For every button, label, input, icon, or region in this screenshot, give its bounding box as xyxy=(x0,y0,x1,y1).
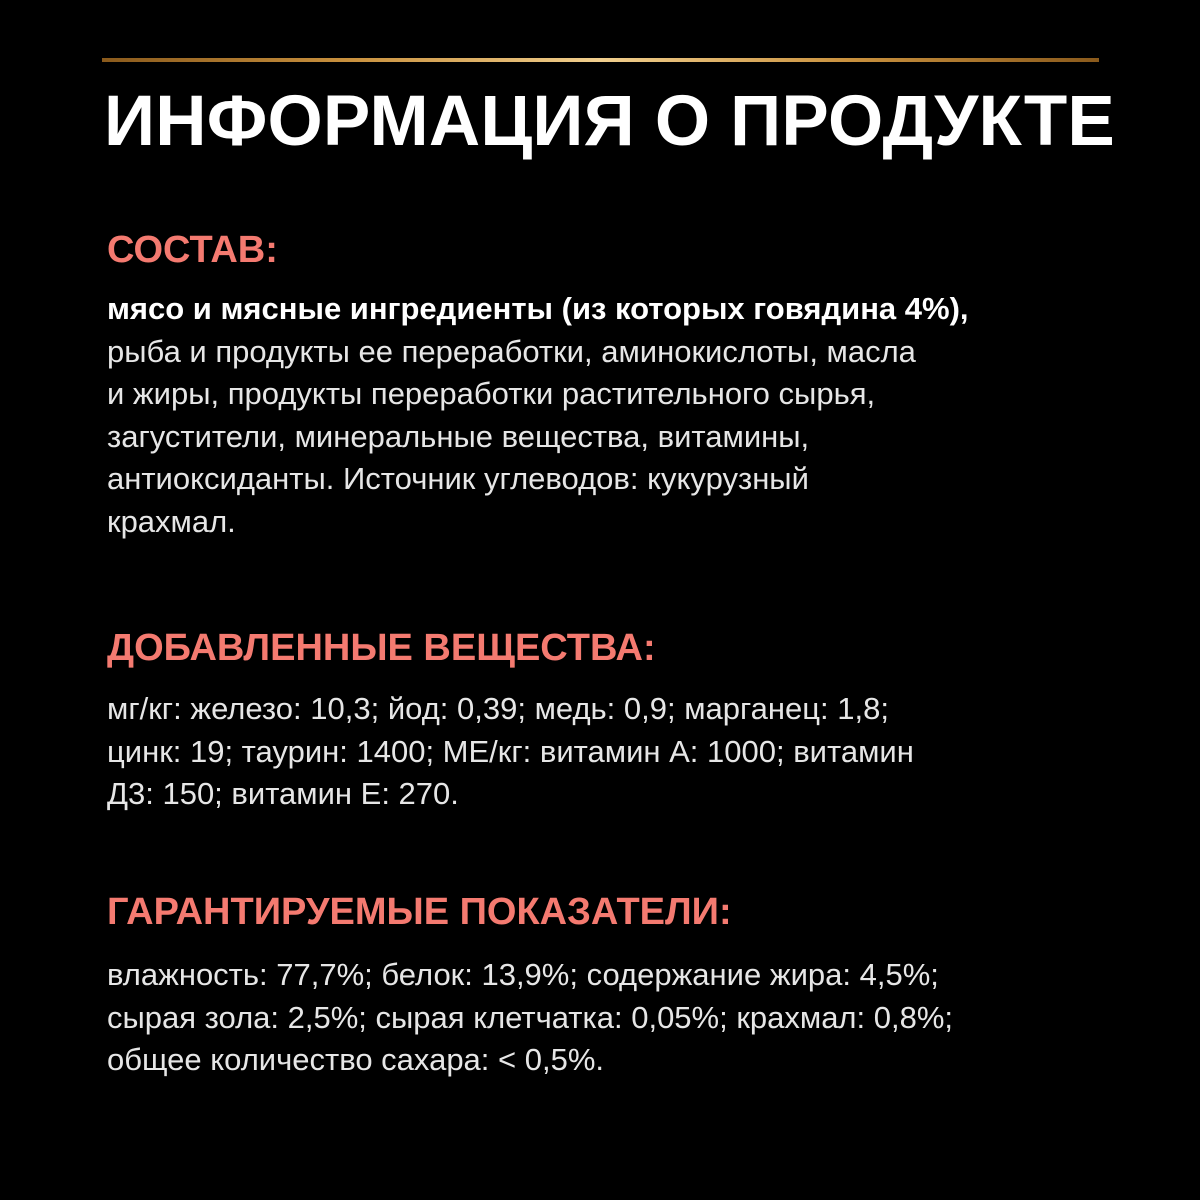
guaranteed-line: общее количество сахара: < 0,5%. xyxy=(107,1042,605,1078)
guaranteed-heading: ГАРАНТИРУЕМЫЕ ПОКАЗАТЕЛИ: xyxy=(107,891,732,933)
guaranteed-text xyxy=(107,954,1107,1082)
composition-text xyxy=(107,288,1107,544)
additives-text xyxy=(107,688,1107,816)
additives-line: цинк: 19; таурин: 1400; МЕ/кг: витамин А: 1000; витамин xyxy=(107,733,914,769)
composition-line: крахмал. xyxy=(107,503,236,539)
composition-lead: мясо и мясные ингредиенты (из которых говядина 4%), xyxy=(107,291,969,326)
guaranteed-line: сырая зола: 2,5%; сырая клетчатка: 0,05%; крахмал: 0,8%; xyxy=(107,999,954,1035)
composition-heading: СОСТАВ: xyxy=(107,229,278,271)
additives-heading: ДОБАВЛЕННЫЕ ВЕЩЕСТВА: xyxy=(107,627,656,669)
page-title: ИНФОРМАЦИЯ О ПРОДУКТЕ xyxy=(104,82,1115,161)
gold-divider xyxy=(102,58,1099,62)
additives-line: мг/кг: железо: 10,3; йод: 0,39; медь: 0,9; марганец: 1,8; xyxy=(107,691,889,726)
composition-line: и жиры, продукты переработки растительного сырья, xyxy=(107,376,876,412)
composition-line: антиоксиданты. Источник углеводов: кукурузный xyxy=(107,461,809,497)
composition-line: рыба и продукты ее переработки, аминокислоты, масла xyxy=(107,333,916,369)
guaranteed-line: влажность: 77,7%; белок: 13,9%; содержание жира: 4,5%; xyxy=(107,957,939,992)
composition-line: загустители, минеральные вещества, витамины, xyxy=(107,418,810,454)
additives-line: Д3: 150; витамин Е: 270. xyxy=(107,776,459,812)
